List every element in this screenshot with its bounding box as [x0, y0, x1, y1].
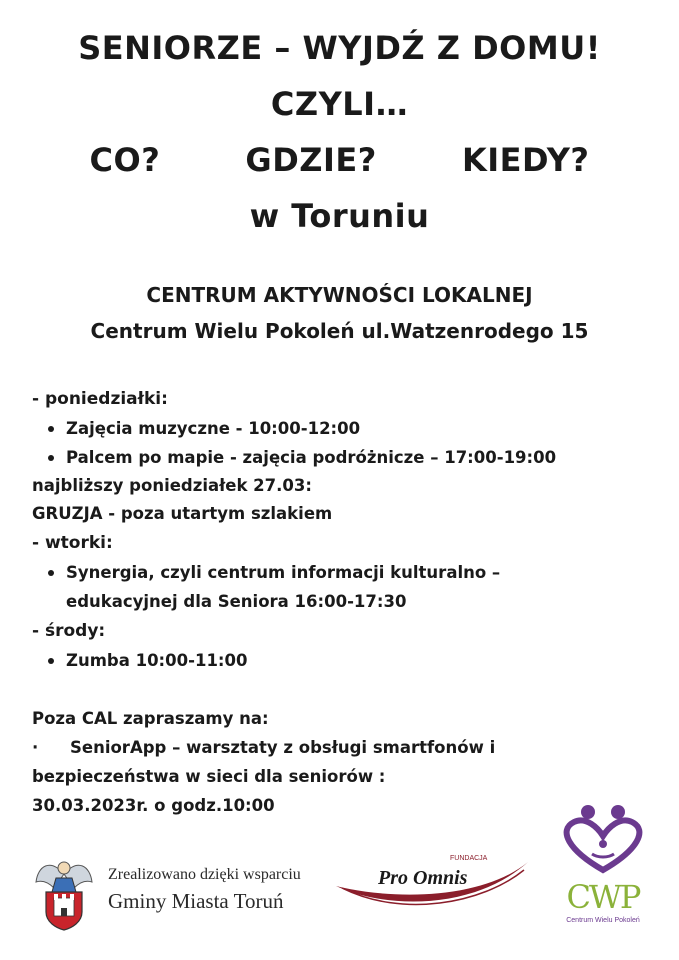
- support-line-1: Zrealizowano dzięki wsparciu: [108, 866, 301, 883]
- question-row: [90, 132, 590, 188]
- question-when: KIEDY?: [461, 141, 590, 179]
- support-text: [108, 864, 301, 916]
- tuesday-list: [32, 558, 652, 616]
- schedule: [32, 384, 652, 675]
- pro-omnis-logo: [332, 848, 532, 918]
- headline-city: w Toruniu: [249, 197, 430, 235]
- venue-block: [0, 276, 679, 348]
- headline: SENIORZE – WYJDŹ Z DOMU!: [78, 29, 601, 67]
- list-item: Palcem po mapie - zajęcia podróżnicze – 17:00-19:00: [32, 443, 652, 472]
- day-tuesday: - wtorki:: [32, 533, 113, 553]
- bullet-dot: ·: [32, 738, 39, 757]
- question-where: GDZIE?: [245, 141, 377, 179]
- next-monday-topic: GRUZJA - poza utartym szlakiem: [32, 504, 333, 523]
- outside-line-2: bezpieczeństwa w sieci dla seniorów :: [32, 767, 386, 786]
- next-monday-label: najbliższy poniedziałek 27.03:: [32, 476, 312, 495]
- question-what: CO?: [89, 141, 161, 179]
- list-item-line: edukacyjnej dla Seniora 16:00-17:30: [66, 592, 407, 611]
- poster-header: [0, 20, 679, 244]
- wednesday-list: [32, 646, 652, 675]
- list-item: Zajęcia muzyczne - 10:00-12:00: [32, 414, 652, 443]
- promnis-small-label: FUNDACJA: [450, 855, 488, 862]
- venue-address: Centrum Wielu Pokoleń ul.Watzenrodego 15: [90, 319, 589, 343]
- outside-intro: Poza CAL zapraszamy na:: [32, 709, 269, 728]
- support-line-2: Gminy Miasta Toruń: [108, 889, 284, 913]
- promnis-name: Pro Omnis: [378, 867, 468, 889]
- day-monday: - poniedziałki:: [32, 389, 168, 409]
- torun-crest-icon: [32, 852, 96, 932]
- outside-event-title: SeniorApp – warsztaty z obsługi smartfonów i: [70, 738, 496, 757]
- outside-date: 30.03.2023r. o godz.10:00: [32, 796, 275, 815]
- list-item-line: Synergia, czyli centrum informacji kulturalno –: [66, 563, 501, 582]
- outside-line-1: [32, 733, 652, 762]
- cwp-caption: Centrum Wielu Pokoleń: [566, 917, 640, 924]
- city-support: [32, 852, 332, 932]
- monday-list: [32, 414, 652, 472]
- list-item: Zumba 10:00-11:00: [32, 646, 652, 675]
- day-wednesday: - środy:: [32, 621, 106, 641]
- headline-czyli: CZYLI…: [270, 85, 409, 123]
- cwp-letters: CWP: [566, 878, 640, 916]
- list-item: [32, 558, 652, 616]
- cwp-logo: [548, 800, 658, 926]
- venue-title: CENTRUM AKTYWNOŚCI LOKALNEJ: [146, 283, 533, 307]
